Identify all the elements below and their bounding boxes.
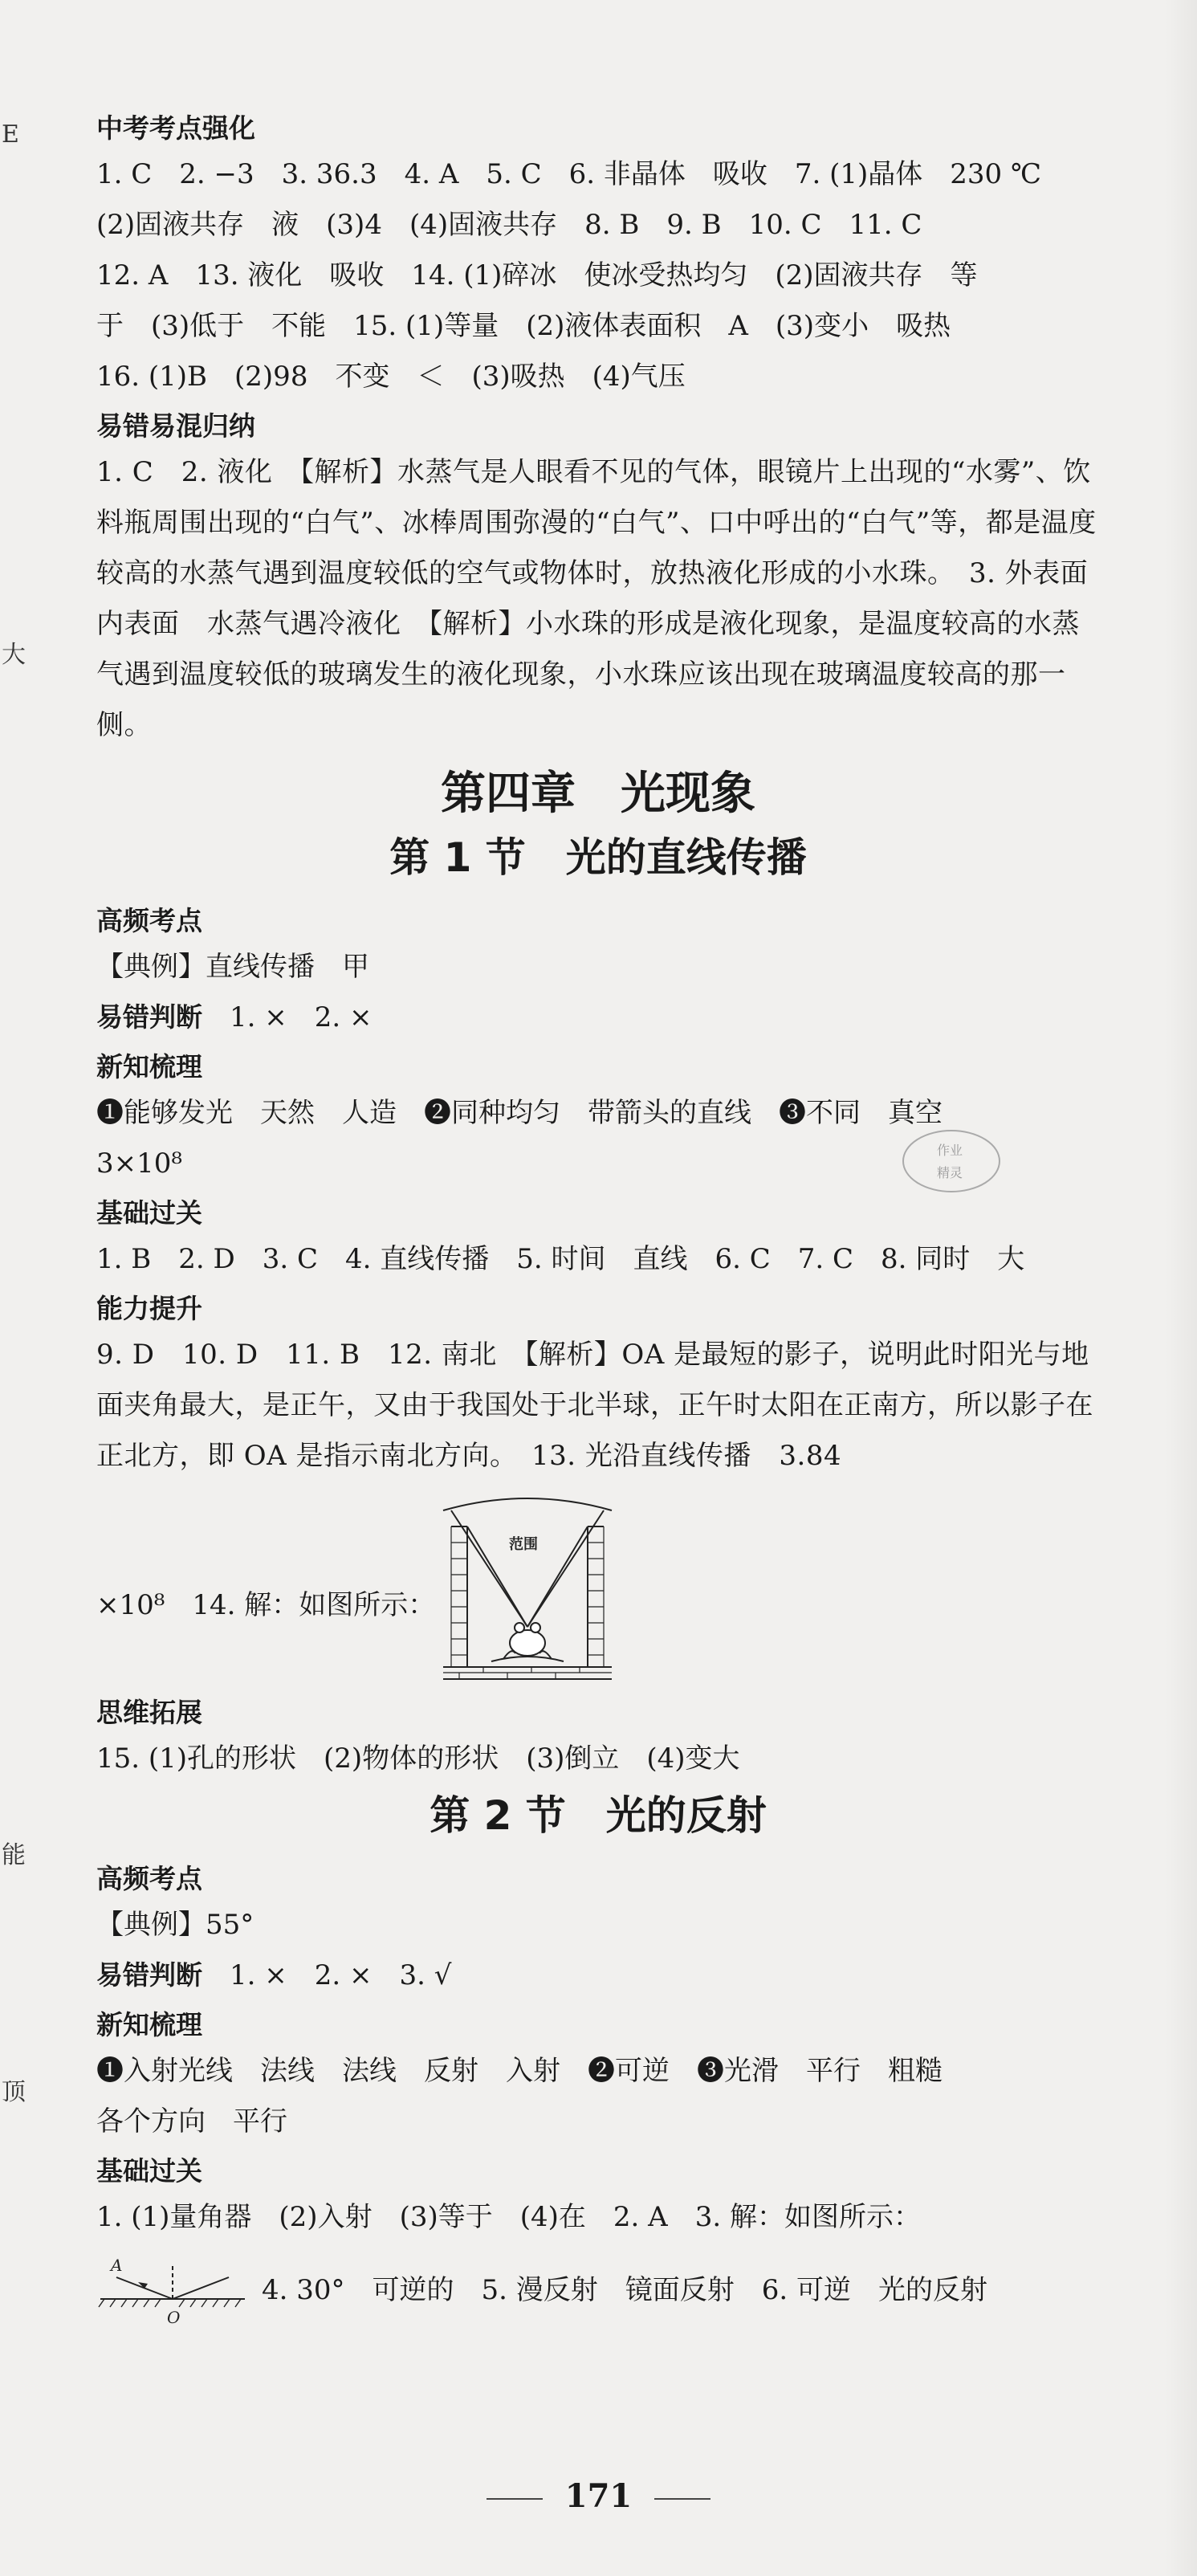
logo-stamp — [895, 1123, 1008, 1199]
heading-ability: 能力提升 — [96, 1293, 202, 1324]
error-judge-answers: 1. × 2. × — [230, 1001, 373, 1033]
answer-line: 1. (1)量角器 (2)入射 (3)等于 (4)在 2. A 3. 解：如图所示： — [96, 2201, 921, 2233]
heading-error-judge: 易错判断 — [96, 1959, 202, 1991]
heading-thinking: 思维拓展 — [96, 1697, 202, 1728]
reflection-figure-row — [96, 2243, 1100, 2331]
page-shadow — [1165, 0, 1197, 2576]
heading-new-knowledge: 新知梳理 — [96, 2009, 202, 2040]
answer-paragraph: 1. C 2. 液化 【解析】水蒸气是人眼看不见的气体，眼镜片上出现的“水雾”、饮料瓶周围出现的“白气”、冰棒周围弥漫的“白气”、口中呼出的“白气”等，都是温度较高的水蒸气遇到温度较低的空气或物体时，放热液化形成的小水珠。 3. 外表面 内表面 水蒸气遇冷液化 【解析】小水珠的形成是液化现象，是温度较高的水蒸气遇到温度较低的玻璃发生的液化现象，小水珠应该出现在玻璃温度较高的那一侧。 — [96, 456, 1116, 741]
answer-content — [96, 104, 1116, 2331]
answer-line: 16. (1)B (2)98 不变 ＜ (3)吸热 (4)气压 — [96, 361, 686, 393]
heading-basic: 基础过关 — [96, 2155, 202, 2187]
answer-line: ❶能够发光 天然 人造 ❷同种均匀 带箭头的直线 ❸不同 真空 — [96, 1097, 943, 1129]
example-answer: 【典例】直线传播 甲 — [96, 951, 369, 983]
margin-char: 能 — [2, 1841, 26, 1869]
reflection-diagram — [96, 2247, 249, 2327]
answer-line: 1. B 2. D 3. C 4. 直线传播 5. 时间 直线 6. C 7. C 8. 同时 大 — [96, 1243, 1025, 1275]
heading-basic: 基础过关 — [96, 1197, 202, 1229]
answer-line: 4. 30° 可逆的 5. 漫反射 镜面反射 6. 可逆 光的反射 — [262, 2273, 988, 2306]
answer-line: 1. C 2. −3 3. 36.3 4. A 5. C 6. 非晶体 吸收 7. (1)晶体 230 ℃ — [96, 158, 1042, 190]
heading-high-freq: 高频考点 — [96, 1863, 202, 1894]
point-a-label: A — [111, 2256, 123, 2275]
section-title-1: 第 1 节 光的直线传播 — [389, 834, 807, 881]
error-judge-line — [96, 1950, 1100, 2001]
frog-in-well-diagram — [435, 1494, 620, 1687]
heading-yicuo: 易错易混归纳 — [96, 410, 255, 442]
error-judge-line — [96, 992, 1100, 1043]
page-number-dash — [654, 2498, 710, 2500]
point-o-label: O — [167, 2308, 181, 2327]
example-answer: 【典例】55° — [96, 1909, 254, 1941]
answer-line: 3×10⁸ — [96, 1147, 183, 1180]
answer-line: 15. (1)孔的形状 (2)物体的形状 (3)倒立 (4)变大 — [96, 1742, 740, 1775]
page-number — [0, 2477, 1197, 2515]
well-figure-row — [96, 1486, 1100, 1687]
stamp-text: 作业 — [937, 1143, 963, 1158]
figure-lead-text: ×10⁸ 14. 解：如图所示： — [96, 1589, 436, 1621]
section-title-2: 第 2 节 光的反射 — [430, 1792, 767, 1839]
answer-line: 于 (3)低于 不能 15. (1)等量 (2)液体表面积 A (3)变小 吸热 — [96, 310, 951, 342]
margin-char: 顶 — [2, 2078, 26, 2106]
chapter-title: 第四章 光现象 — [441, 768, 755, 820]
heading-error-judge: 易错判断 — [96, 1001, 202, 1033]
heading-high-freq: 高频考点 — [96, 905, 202, 936]
error-judge-answers: 1. × 2. × 3. √ — [230, 1959, 452, 1991]
margin-char: E — [2, 120, 19, 149]
range-label: 范围 — [509, 1536, 539, 1553]
answer-line: (2)固液共存 液 (3)4 (4)固液共存 8. B 9. B 10. C 11. C — [96, 209, 922, 241]
page-number-value: 171 — [564, 2477, 633, 2515]
stamp-text: 精灵 — [937, 1165, 963, 1180]
heading-zhongkao: 中考考点强化 — [96, 112, 255, 144]
page-number-dash — [487, 2498, 543, 2500]
answer-line: 各个方向 平行 — [96, 2105, 287, 2138]
heading-new-knowledge: 新知梳理 — [96, 1051, 202, 1082]
margin-char: 大 — [2, 641, 26, 669]
answer-line: 12. A 13. 液化 吸收 14. (1)碎冰 使冰受热均匀 (2)固液共存 等 — [96, 259, 978, 291]
answer-line: ❶入射光线 法线 法线 反射 入射 ❷可逆 ❸光滑 平行 粗糙 — [96, 2055, 943, 2087]
answer-paragraph: 9. D 10. D 11. B 12. 南北 【解析】OA 是最短的影子，说明此时阳光与地面夹角最大，是正午，又由于我国处于北半球，正午时太阳在正南方，所以影子在正北方，即 OA 是指示南北方向。 13. 光沿直线传播 3.84 — [96, 1339, 1093, 1472]
